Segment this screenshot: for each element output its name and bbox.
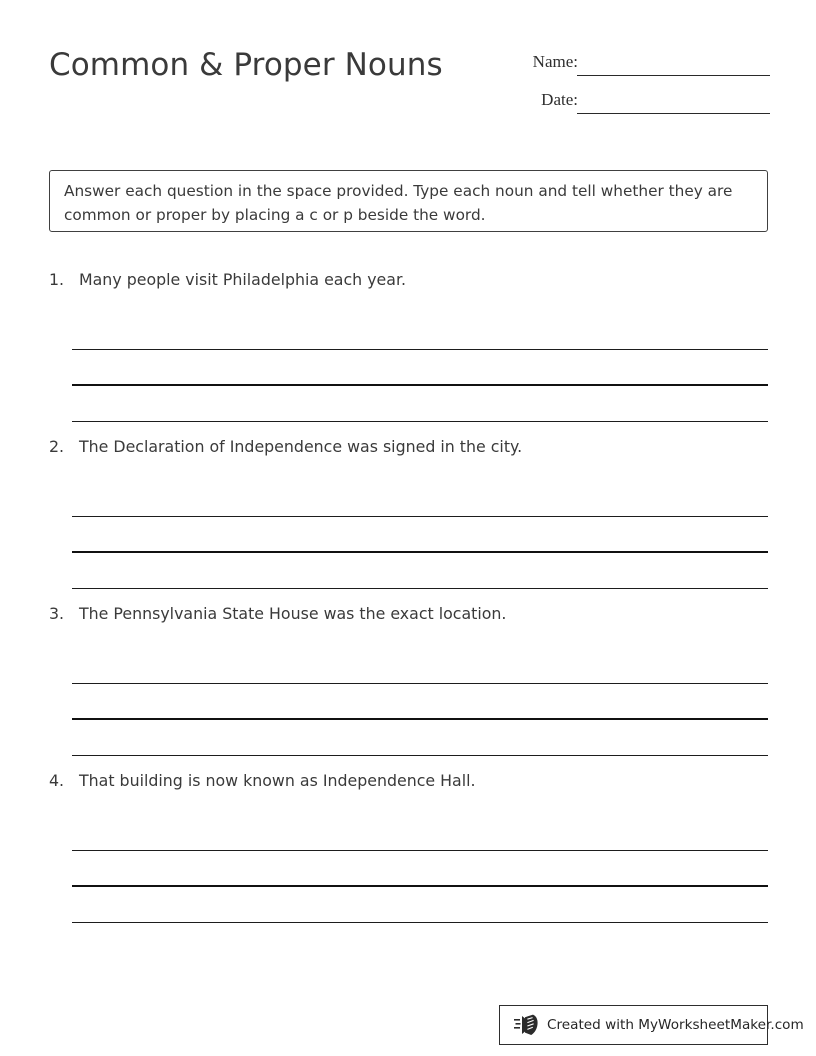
answer-line[interactable]: [72, 648, 768, 684]
answer-lines: [72, 481, 768, 589]
answer-line[interactable]: [72, 720, 768, 756]
question-item: [0, 604, 816, 771]
instructions-box: [49, 170, 768, 232]
date-field-row: [500, 90, 770, 128]
question-item: [0, 771, 816, 938]
name-label: Name:: [532, 52, 578, 71]
name-field-row: [500, 52, 770, 90]
answer-line[interactable]: [72, 314, 768, 350]
answer-line[interactable]: [72, 553, 768, 589]
date-input-rule[interactable]: [577, 113, 770, 114]
question-text: Many people visit Philadelphia each year.: [79, 270, 407, 289]
answer-line[interactable]: [72, 887, 768, 923]
question-number: 1.: [49, 270, 65, 289]
answer-lines: [72, 314, 768, 422]
answer-lines: [72, 648, 768, 756]
question-text: That building is now known as Independence Hall.: [79, 771, 476, 790]
question-number: 2.: [49, 437, 65, 456]
question-row: [0, 437, 816, 467]
question-row: [0, 771, 816, 801]
question-row: [0, 604, 816, 634]
answer-lines: [72, 815, 768, 923]
worksheet-maker-logo-icon: [514, 1013, 540, 1037]
answer-line[interactable]: [72, 350, 768, 386]
footer-attribution-badge[interactable]: [499, 1005, 804, 1045]
question-text: The Pennsylvania State House was the exact location.: [79, 604, 507, 623]
question-item: [0, 270, 816, 437]
question-text: The Declaration of Independence was signed in the city.: [79, 437, 523, 456]
question-number: 3.: [49, 604, 65, 623]
questions-list: [0, 270, 816, 938]
answer-line[interactable]: [72, 815, 768, 851]
name-date-fields: [500, 52, 770, 128]
answer-line[interactable]: [72, 481, 768, 517]
name-input-rule[interactable]: [577, 75, 770, 76]
date-label: Date:: [541, 90, 578, 109]
footer-attribution-text: Created with MyWorksheetMaker.com: [547, 1017, 804, 1033]
page-title: Common & Proper Nouns: [49, 47, 443, 83]
answer-line[interactable]: [72, 684, 768, 720]
question-row: [0, 270, 816, 300]
answer-line[interactable]: [72, 386, 768, 422]
answer-line[interactable]: [72, 851, 768, 887]
answer-line[interactable]: [72, 517, 768, 553]
question-number: 4.: [49, 771, 65, 790]
instructions-text: Answer each question in the space provided. Type each noun and tell whether they are common or proper by placing a c or p beside the word.: [64, 182, 733, 224]
question-item: [0, 437, 816, 604]
